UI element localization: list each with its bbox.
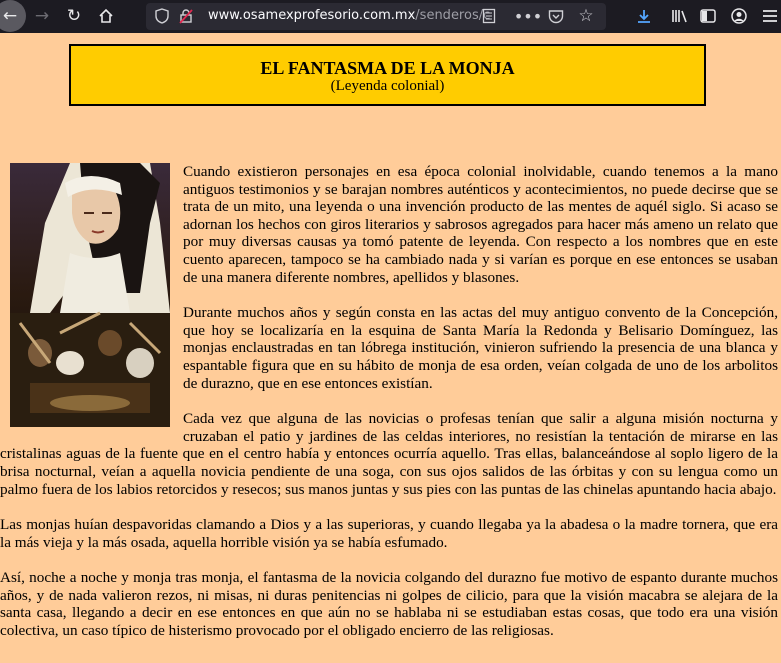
reload-button[interactable] [61, 4, 87, 28]
url-path: /senderos/c [415, 8, 491, 23]
url-host: www.osamexprofesorio.com.mx [208, 8, 416, 23]
page-title: EL FANTASMA DE LA MONJA [260, 58, 515, 78]
browser-toolbar [0, 0, 781, 33]
library-icon [671, 8, 689, 24]
download-icon [636, 8, 652, 24]
home-icon [98, 8, 114, 24]
menu-icon [762, 9, 778, 23]
article-paragraph: Durante muchos años y según consta en las actas del muy antiguo convento de la Concepción, que hoy se localizaría en la esquina de Santa María la Redonda y Belisario Domínguez, las monjas enclaustradas en tan lóbrega institución, vinieron sufriendo la presencia de una blanca y espantable figura que en su hábito de monja de esa orden, veían colgada de uno de los arbolitos de durazno, que en ese entonces existían. [183, 304, 778, 392]
insecure-lock-icon[interactable] [176, 6, 196, 26]
bookmark-star-icon[interactable]: ☆ [578, 6, 594, 26]
reload-icon: ↻ [66, 6, 82, 26]
home-button[interactable] [93, 4, 119, 28]
title-box [69, 44, 706, 106]
shield-icon[interactable] [152, 6, 172, 26]
account-icon [731, 8, 747, 24]
article-paragraph: Cada vez que alguna de las novicias o profesas tenían que salir a alguna misión nocturna y cruzaban el patio y jardines de las celdas interiores, no resistían la tentación de mirarse en las cristalinas aguas de la fuente que en el centro había y entonces ocurría aquello. Tras ellas, balanceándose al soplo ligero de la brisa nocturnal, veían a aquella novicia pendiente de una soga, con sus ojos salidos de las órbitas y con su lengua como un palmo fuera de los labios retorcidos y resecos; sus manos juntas y sus pies con las puntas de las chinelas apuntando hacia abajo. [0, 410, 778, 498]
back-arrow-icon: ← [2, 6, 18, 26]
article-paragraph: Así, noche a noche y monja tras monja, el fantasma de la novicia colgando del durazno fue motivo de espanto durante muchos años, y de nada valieron rezos, ni misas, ni duras penitencias ni golpes de cilicio, para que la visión macabra se alejara de la santa casa, llegando a decir en ese entonces en que aún no se hablaba ni se estudiaban estas cosas, que todo era una visión colectiva, un caso típico de histerismo provocado por el obligado encierro de las religiosas. [0, 569, 778, 640]
reader-mode-icon[interactable] [479, 6, 499, 26]
nun-illustration [10, 163, 170, 427]
article-paragraph: Las monjas huían despavoridas clamando a Dios y a las superioras, y cuando llegaba ya la abadesa o la madre tornera, que era la más vieja y la más osada, aquella horrible visión ya se había esfumado. [0, 516, 778, 551]
page-content [0, 33, 781, 663]
sidebar-button[interactable] [695, 4, 721, 28]
account-button[interactable] [726, 4, 752, 28]
download-button[interactable] [631, 4, 657, 28]
back-button[interactable] [0, 0, 26, 32]
library-button[interactable] [667, 4, 693, 28]
article [0, 163, 778, 658]
sidebar-icon [700, 9, 716, 23]
forward-arrow-icon: → [34, 6, 50, 26]
url-bar[interactable] [146, 3, 606, 30]
pocket-icon[interactable] [546, 6, 566, 26]
page-subtitle: (Leyenda colonial) [330, 78, 445, 94]
article-paragraph: Cuando existieron personajes en esa época colonial inolvidable, cuando tenemos a la mano antiguos testimonios y se barajan nombres auténticos y acontecimientos, no puede decirse que se trata de un mito, una leyenda o una invención producto de las mentes de aquél siglo. Si acaso se adornan los hechos con giros literarios y sabrosos agregados para hacer más ameno un relato que por muy diversas causas ya tomó patente de leyenda. Con respecto a los nombres que en este cuento aparecen, tampoco se ha cambiado nada y si varían es porque en ese entonces se usaban de una manera diferente nombres, apellidos y blasones. [183, 163, 778, 286]
menu-button[interactable] [757, 4, 781, 28]
more-dots-icon[interactable]: ••• [513, 6, 543, 26]
forward-button[interactable] [29, 4, 55, 28]
